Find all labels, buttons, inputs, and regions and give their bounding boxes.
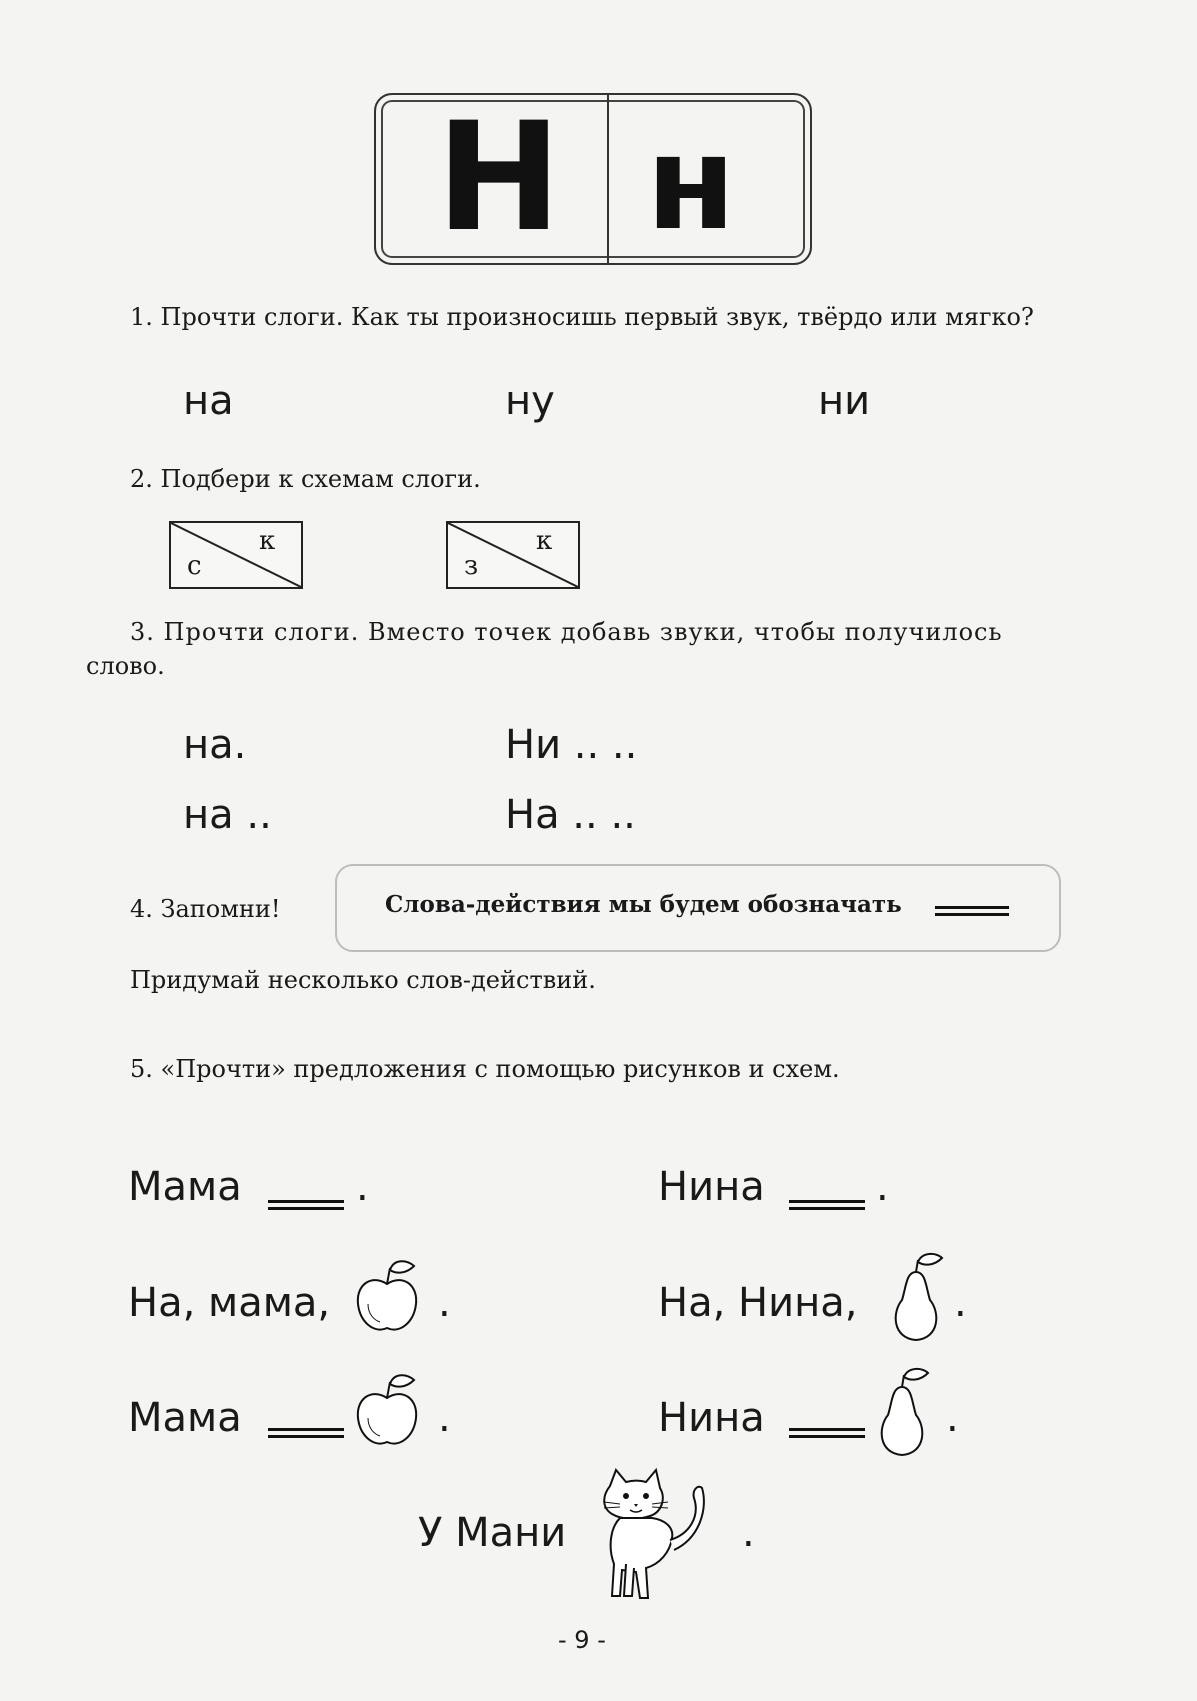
syllable-3: ни <box>818 378 871 424</box>
double-underline-icon <box>268 1200 344 1214</box>
cat-icon <box>590 1468 720 1608</box>
sentence-2-dot: . <box>876 1164 889 1210</box>
syllable-fill-3: на .. <box>183 792 272 838</box>
task3-text-line1: 3. Прочти слоги. Вместо точек добавь звуки, чтобы получилось <box>130 618 1003 646</box>
uppercase-letter: Н <box>436 91 562 265</box>
sentence-1-word: Мама <box>128 1164 242 1210</box>
letter-card <box>374 93 812 265</box>
pear-icon <box>872 1365 932 1460</box>
syllable-fill-1: на. <box>183 722 247 768</box>
syllable-fill-4: На .. .. <box>505 792 636 838</box>
double-underline-icon <box>268 1428 344 1442</box>
sentence-5-word: Мама <box>128 1395 242 1441</box>
sentence-3-dot: . <box>438 1280 451 1326</box>
rule-box <box>335 864 1061 952</box>
sentence-1-dot: . <box>356 1164 369 1210</box>
task2-text: 2. Подбери к схемам слоги. <box>130 465 481 493</box>
sentence-6-dot: . <box>946 1395 959 1441</box>
sentence-7-dot: . <box>742 1510 755 1556</box>
scheme-letter: к <box>259 526 276 556</box>
double-underline-icon <box>789 1200 865 1214</box>
syllable-fill-2: Ни .. .. <box>505 722 638 768</box>
lowercase-letter: н <box>646 107 736 259</box>
scheme-letter: з <box>464 551 479 581</box>
task1-text: 1. Прочти слоги. Как ты произносишь первый звук, твёрдо или мягко? <box>130 303 1034 331</box>
sound-scheme-1 <box>169 521 303 589</box>
syllable-1: на <box>183 378 234 424</box>
syllable-2: ну <box>505 378 555 424</box>
sentence-7-word: У Мани <box>418 1510 567 1556</box>
task5-text: 5. «Прочти» предложения с помощью рисунков и схем. <box>130 1055 840 1083</box>
card-divider <box>607 95 609 263</box>
double-underline-icon <box>935 906 1009 920</box>
sentence-5-dot: . <box>438 1395 451 1441</box>
scheme-letter: к <box>536 526 553 556</box>
page-number: - 9 - <box>558 1626 606 1654</box>
task3-text-line2: слово. <box>86 652 165 680</box>
pear-icon <box>886 1250 946 1345</box>
sentence-2-word: Нина <box>658 1164 765 1210</box>
double-underline-icon <box>789 1428 865 1442</box>
apple-icon <box>352 1370 422 1450</box>
sentence-3-word: На, мама, <box>128 1280 331 1326</box>
task4-followup: Придумай несколько слов-действий. <box>130 966 596 994</box>
task4-label: 4. Запомни! <box>130 895 281 923</box>
apple-icon <box>352 1256 422 1336</box>
rule-text: Слова-действия мы будем обозначать <box>385 891 902 918</box>
scheme-letter: с <box>187 551 202 581</box>
sound-scheme-2 <box>446 521 580 589</box>
sentence-4-word: На, Нина, <box>658 1280 858 1326</box>
sentence-4-dot: . <box>954 1280 967 1326</box>
sentence-6-word: Нина <box>658 1395 765 1441</box>
